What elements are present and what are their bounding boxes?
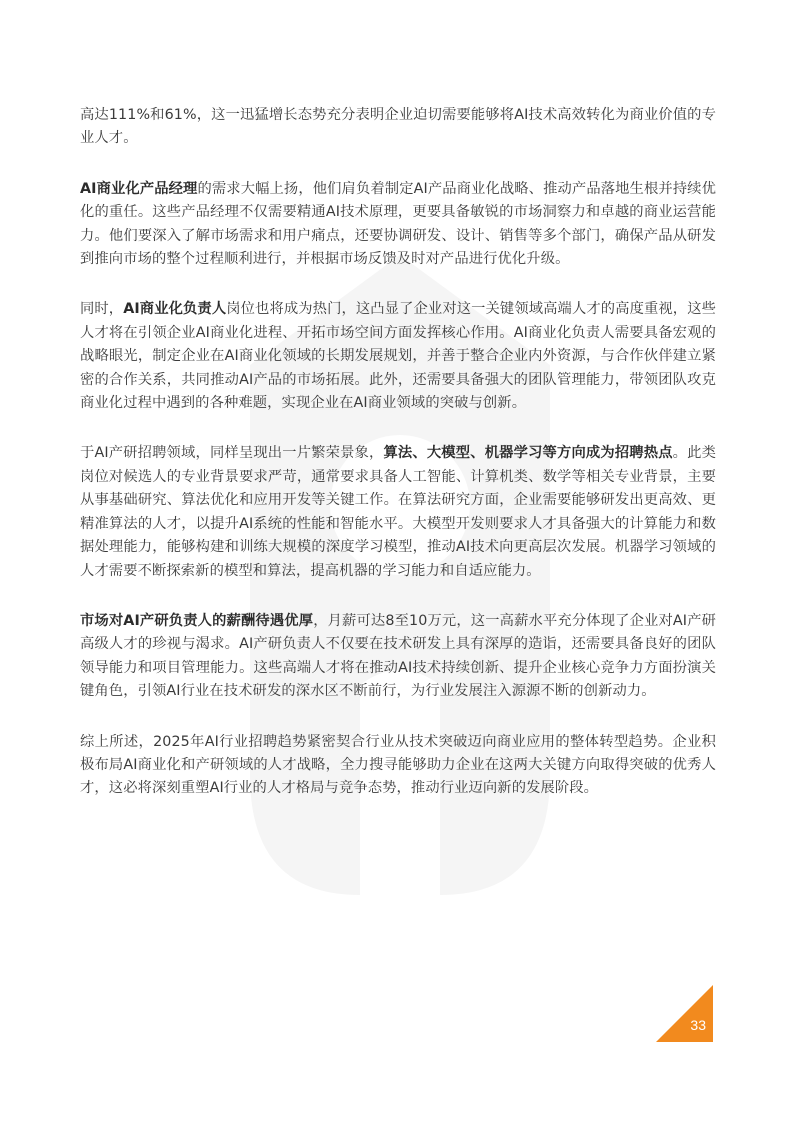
- corner-triangle-shape: [656, 985, 713, 1042]
- paragraph-3: [80, 298, 716, 415]
- paragraph-2: [80, 178, 716, 272]
- paragraph-6-pre: 综上所述，2025年AI行业招聘趋势紧密契合行业从技术突破迈向商业应用的整体转型趋势。企业积极布局AI商业化和产研领域的人才战略，全力搜寻能够助力企业在这两大关键方向取得突破的优秀人才，这必将深刻重塑AI行业的人才格局与竞争态势，推动行业迈向新的发展阶段。: [80, 733, 716, 797]
- page-number: 33: [690, 1017, 706, 1033]
- paragraph-3-pre: 同时，: [80, 301, 124, 318]
- paragraph-2-post: 的需求大幅上扬，他们肩负着制定AI产品商业化战略、推动产品落地生根并持续优化的重任。这些产品经理不仅需要精通AI技术原理，更要具备敏锐的市场洞察力和卓越的商业运营能力。他们要深入了解市场需求和用户痛点，还要协调研发、设计、销售等多个部门，确保产品从研发到推向市场的整个过程顺利进行，并根据市场反馈及时对产品进行优化升级。: [80, 180, 716, 268]
- paragraph-2-bold: AI商业化产品经理: [80, 180, 198, 197]
- paragraph-4-pre: 于AI产研招聘领域，同样呈现出一片繁荣景象，: [80, 445, 384, 462]
- main-content: [80, 104, 716, 828]
- paragraph-3-post: 岗位也将成为热门，这凸显了企业对这一关键领域高端人才的高度重视，这些人才将在引领企业AI商业化进程、开拓市场空间方面发挥核心作用。AI商业化负责人需要具备宏观的战略眼光，制定企业在AI商业化领域的长期发展规划，并善于整合企业内外资源，与合作伙伴建立紧密的合作关系，共同推动AI产品的市场拓展。此外，还需要具备强大的团队管理能力，带领团队攻克商业化过程中遇到的各种难题，实现企业在AI商业领域的突破与创新。: [80, 301, 716, 412]
- paragraph-4-bold: 算法、大模型、机器学习等方向成为招聘热点: [383, 445, 673, 462]
- paragraph-5: [80, 610, 716, 704]
- paragraph-1: [80, 104, 716, 151]
- paragraph-1-pre: 高达111%和61%，这一迅猛增长态势充分表明企业迫切需要能够将AI技术高效转化为商业价值的专业人才。: [80, 107, 716, 147]
- paragraph-3-bold: AI商业化负责人: [123, 301, 227, 318]
- paragraph-4-post: 。此类岗位对候选人的专业背景要求严苛，通常要求具备人工智能、计算机类、数学等相关专业背景，主要从事基础研究、算法优化和应用开发等关键工作。在算法研究方面，企业需要能够研发出更高效、更精准算法的人才，以提升AI系统的性能和智能水平。大模型开发则要求人才具备强大的计算能力和数据处理能力，能够构建和训练大规模的深度学习模型，推动AI技术向更高层次发展。机器学习领域的人才需要不断探索新的模型和算法，提高机器的学习能力和自适应能力。: [80, 445, 716, 579]
- page-corner-triangle: [656, 985, 713, 1042]
- paragraph-5-post: ，月薪可达8至10万元，这一高薪水平充分体现了企业对AI产研高级人才的珍视与渴求。AI产研负责人不仅要在技术研发上具有深厚的造诣，还需要具备良好的团队领导能力和项目管理能力。这些高端人才将在推动AI技术持续创新、提升企业核心竞争力方面扮演关键角色，引领AI行业在技术研发的深水区不断前行，为行业发展注入源源不断的创新动力。: [80, 612, 716, 700]
- paragraph-4: [80, 442, 716, 582]
- paragraph-6: [80, 731, 716, 801]
- paragraph-5-bold: 市场对AI产研负责人的薪酬待遇优厚: [80, 612, 314, 629]
